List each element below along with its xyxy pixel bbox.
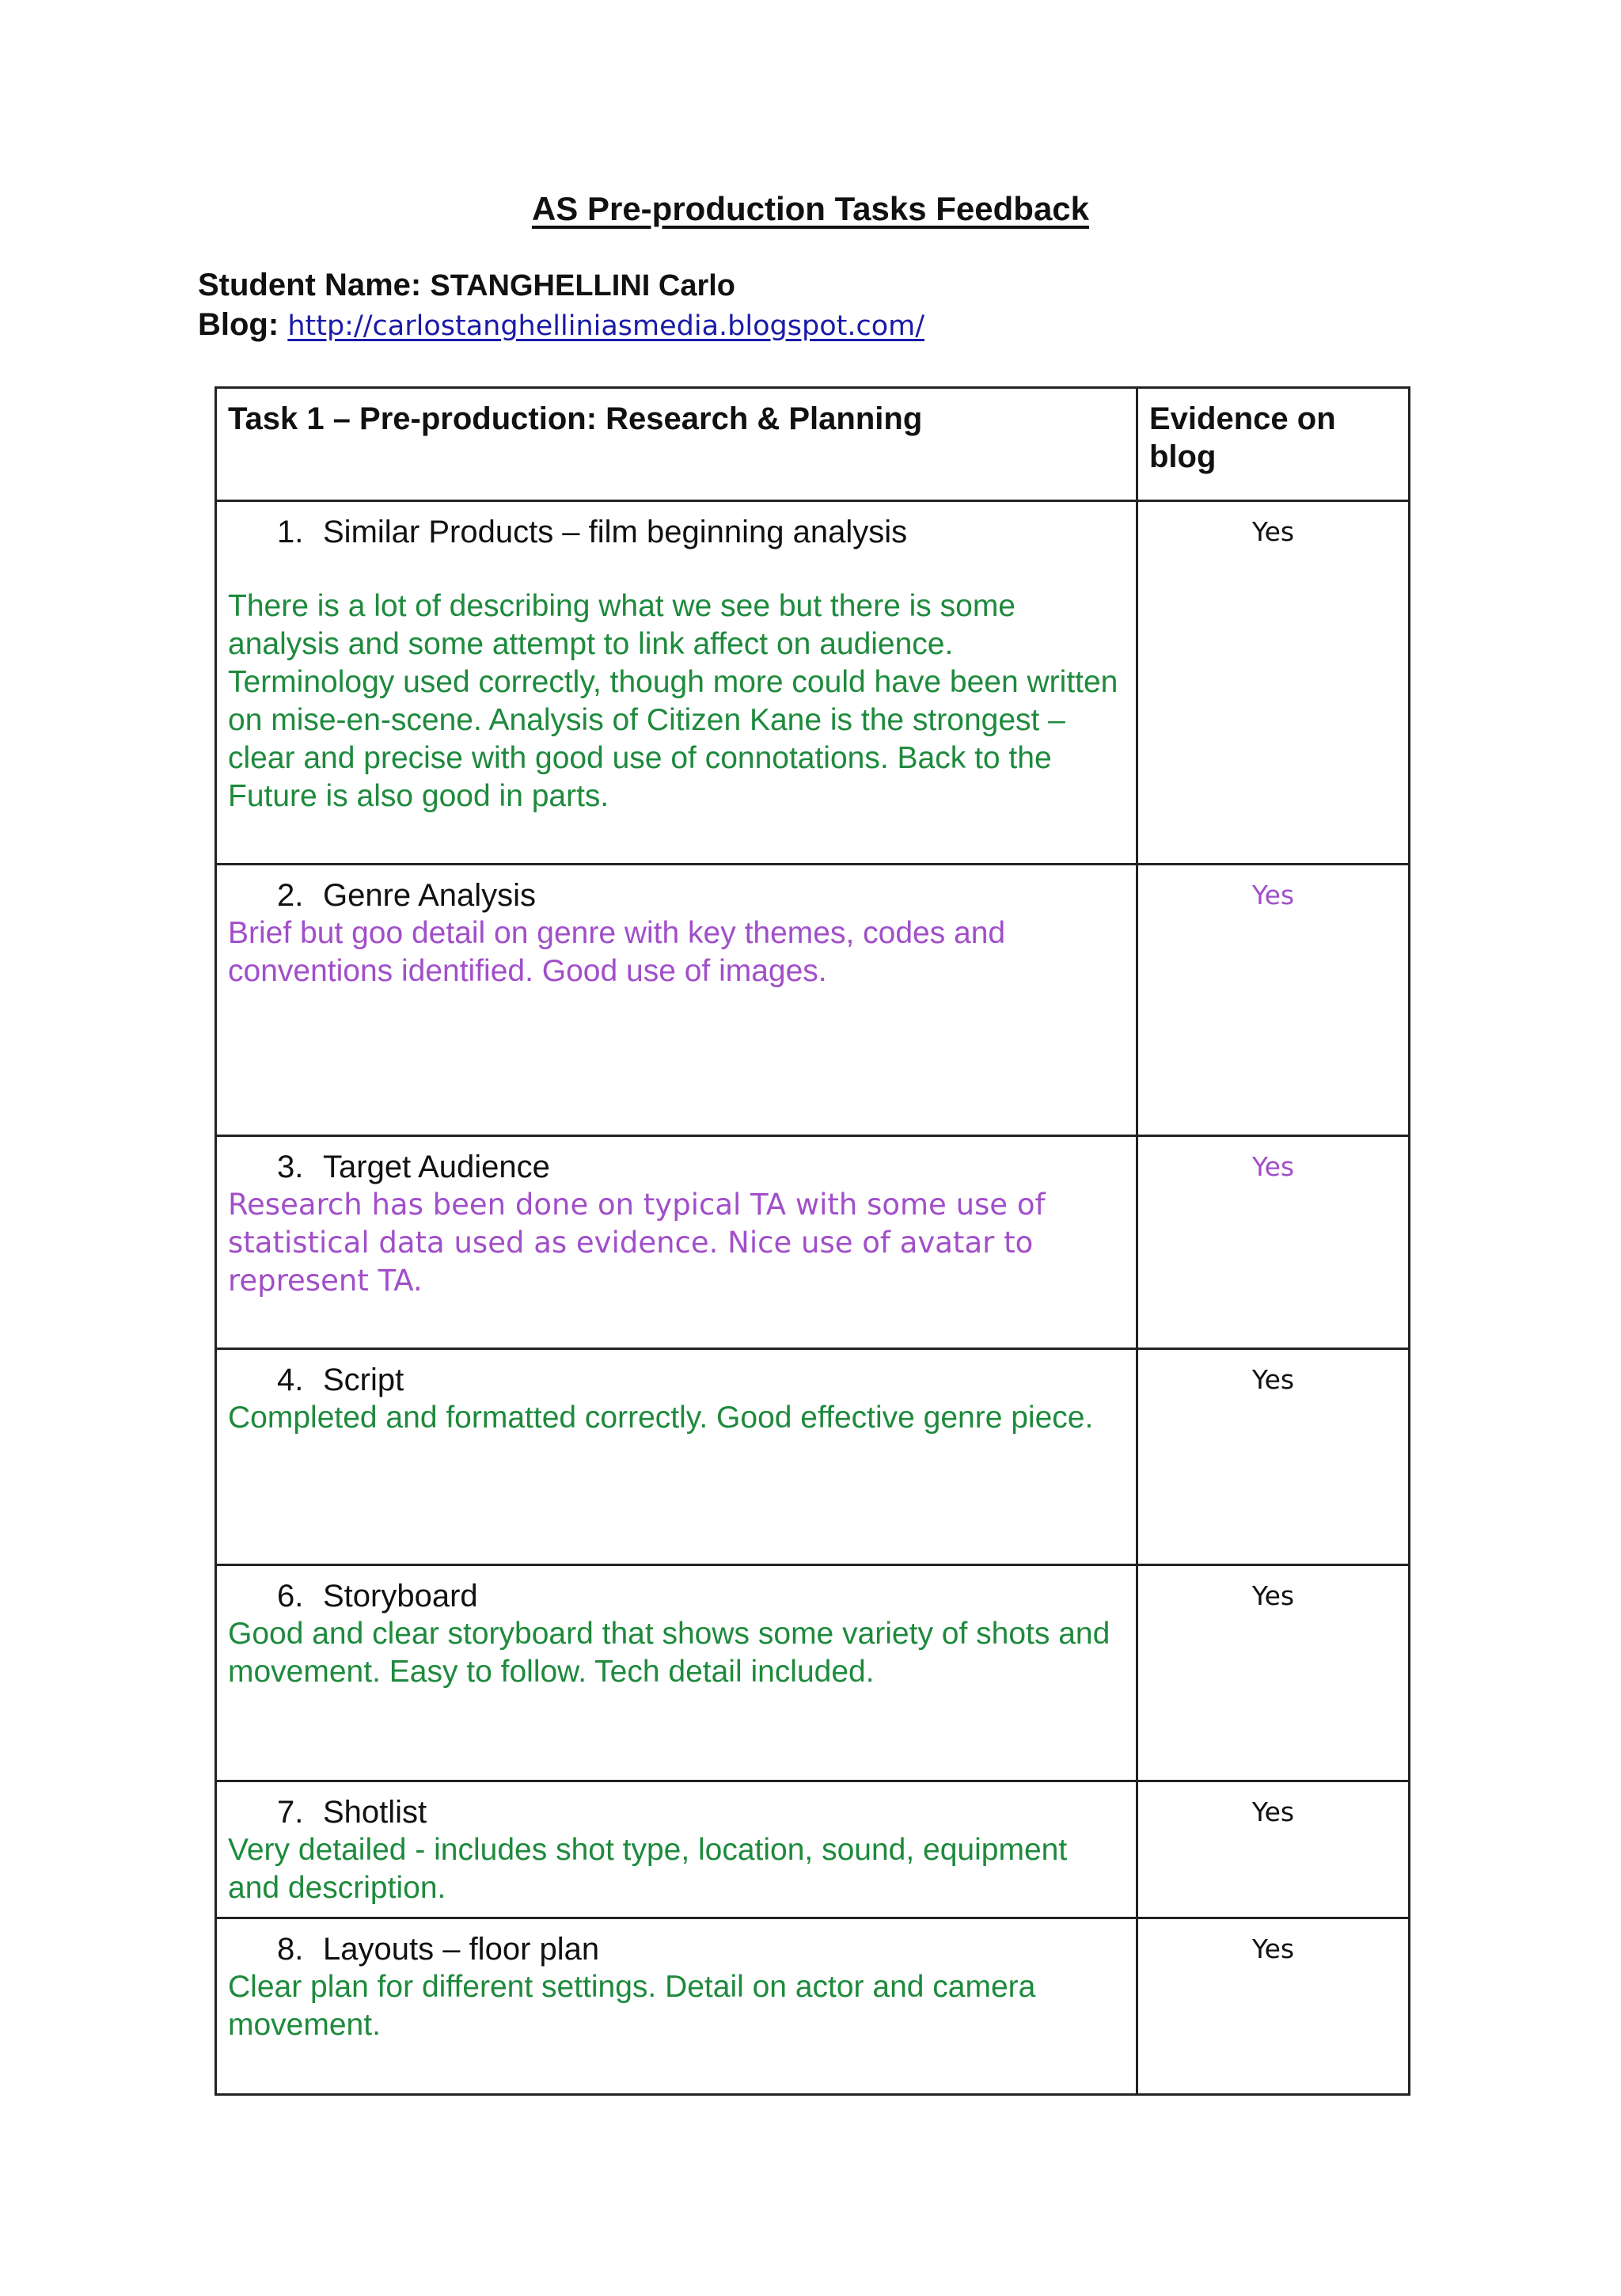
document-title: AS Pre-production Tasks Feedback xyxy=(531,190,1090,227)
table-header-row xyxy=(216,388,1410,501)
table-row xyxy=(216,1136,1410,1349)
task-title xyxy=(217,1137,1136,1186)
task-feedback: Completed and formatted correctly. Good effective genre piece. xyxy=(228,1401,1094,1435)
task-title xyxy=(217,1919,1136,1968)
evidence-value: Yes xyxy=(1251,516,1295,547)
student-name-label: Student Name: xyxy=(198,268,422,302)
evidence-value: Yes xyxy=(1251,1364,1295,1395)
task-number: 3. xyxy=(277,1150,304,1184)
task-title-text: Target Audience xyxy=(323,1150,550,1184)
task-title xyxy=(217,865,1136,914)
task-feedback: There is a lot of describing what we see but there is some analysis and some attempt to link affect on audience. Terminology used correctly, though more could have been written on mise-en-scene. Analysis of Citizen Kane is the strongest – clear and precise with good use of connotations. Back to the Future is also good in parts. xyxy=(228,589,1118,813)
task-title xyxy=(217,1782,1136,1831)
task-cell xyxy=(216,1136,1137,1349)
evidence-cell xyxy=(1137,501,1410,865)
task-title-text: Similar Products – film beginning analysis xyxy=(323,515,908,549)
task-cell xyxy=(216,501,1137,865)
table-row xyxy=(216,1349,1410,1565)
evidence-value: Yes xyxy=(1251,880,1295,910)
evidence-cell xyxy=(1137,1781,1410,1918)
task-number: 2. xyxy=(277,878,304,913)
task-feedback: Very detailed - includes shot type, location, sound, equipment and description. xyxy=(228,1833,1068,1905)
task-feedback: Clear plan for different settings. Detail on actor and camera movement. xyxy=(228,1970,1036,2042)
evidence-value: Yes xyxy=(1251,1796,1295,1827)
task-number: 1. xyxy=(277,515,304,549)
task-number: 7. xyxy=(277,1795,304,1830)
table-row xyxy=(216,865,1410,1136)
blog-line xyxy=(198,307,924,343)
task-title-text: Script xyxy=(323,1363,404,1397)
task-number: 6. xyxy=(277,1579,304,1614)
table-row xyxy=(216,1565,1410,1781)
evidence-cell xyxy=(1137,1918,1410,2095)
header-task: Task 1 – Pre-production: Research & Planning xyxy=(216,388,1137,501)
table-row xyxy=(216,1918,1410,2095)
task-feedback: Good and clear storyboard that shows some variety of shots and movement. Easy to follow. Tech detail included. xyxy=(228,1617,1110,1689)
header-evidence: Evidence on blog xyxy=(1137,388,1410,501)
evidence-value: Yes xyxy=(1251,1933,1295,1964)
task-number: 8. xyxy=(277,1932,304,1967)
evidence-cell xyxy=(1137,1136,1410,1349)
task-title-text: Layouts – floor plan xyxy=(323,1932,600,1967)
task-cell xyxy=(216,1565,1137,1781)
task-cell xyxy=(216,1781,1137,1918)
blog-label: Blog: xyxy=(198,307,279,342)
evidence-cell xyxy=(1137,1349,1410,1565)
blog-link[interactable]: http://carlostanghelliniasmedia.blogspot.com/ xyxy=(287,310,925,342)
student-name-line xyxy=(198,268,735,303)
task-title-text: Shotlist xyxy=(323,1795,427,1830)
evidence-value: Yes xyxy=(1251,1151,1295,1182)
feedback-table xyxy=(214,386,1410,2096)
task-cell xyxy=(216,865,1137,1136)
task-title-text: Storyboard xyxy=(323,1579,478,1614)
spacer xyxy=(217,551,1136,587)
student-name-value: STANGHELLINI Carlo xyxy=(430,269,736,302)
task-feedback: Brief but goo detail on genre with key themes, codes and conventions identified. Good use of images. xyxy=(228,916,1006,988)
task-feedback: Research has been done on typical TA with some use of statistical data used as evidence. Nice use of avatar to represent TA. xyxy=(228,1188,1046,1298)
evidence-cell xyxy=(1137,1565,1410,1781)
task-cell xyxy=(216,1349,1137,1565)
evidence-value: Yes xyxy=(1251,1580,1295,1611)
task-cell xyxy=(216,1918,1137,2095)
table-row xyxy=(216,1781,1410,1918)
table-row xyxy=(216,501,1410,865)
task-title xyxy=(217,1350,1136,1399)
task-title xyxy=(217,502,1136,551)
task-title xyxy=(217,1566,1136,1615)
task-title-text: Genre Analysis xyxy=(323,878,537,913)
evidence-cell xyxy=(1137,865,1410,1136)
task-number: 4. xyxy=(277,1363,304,1397)
